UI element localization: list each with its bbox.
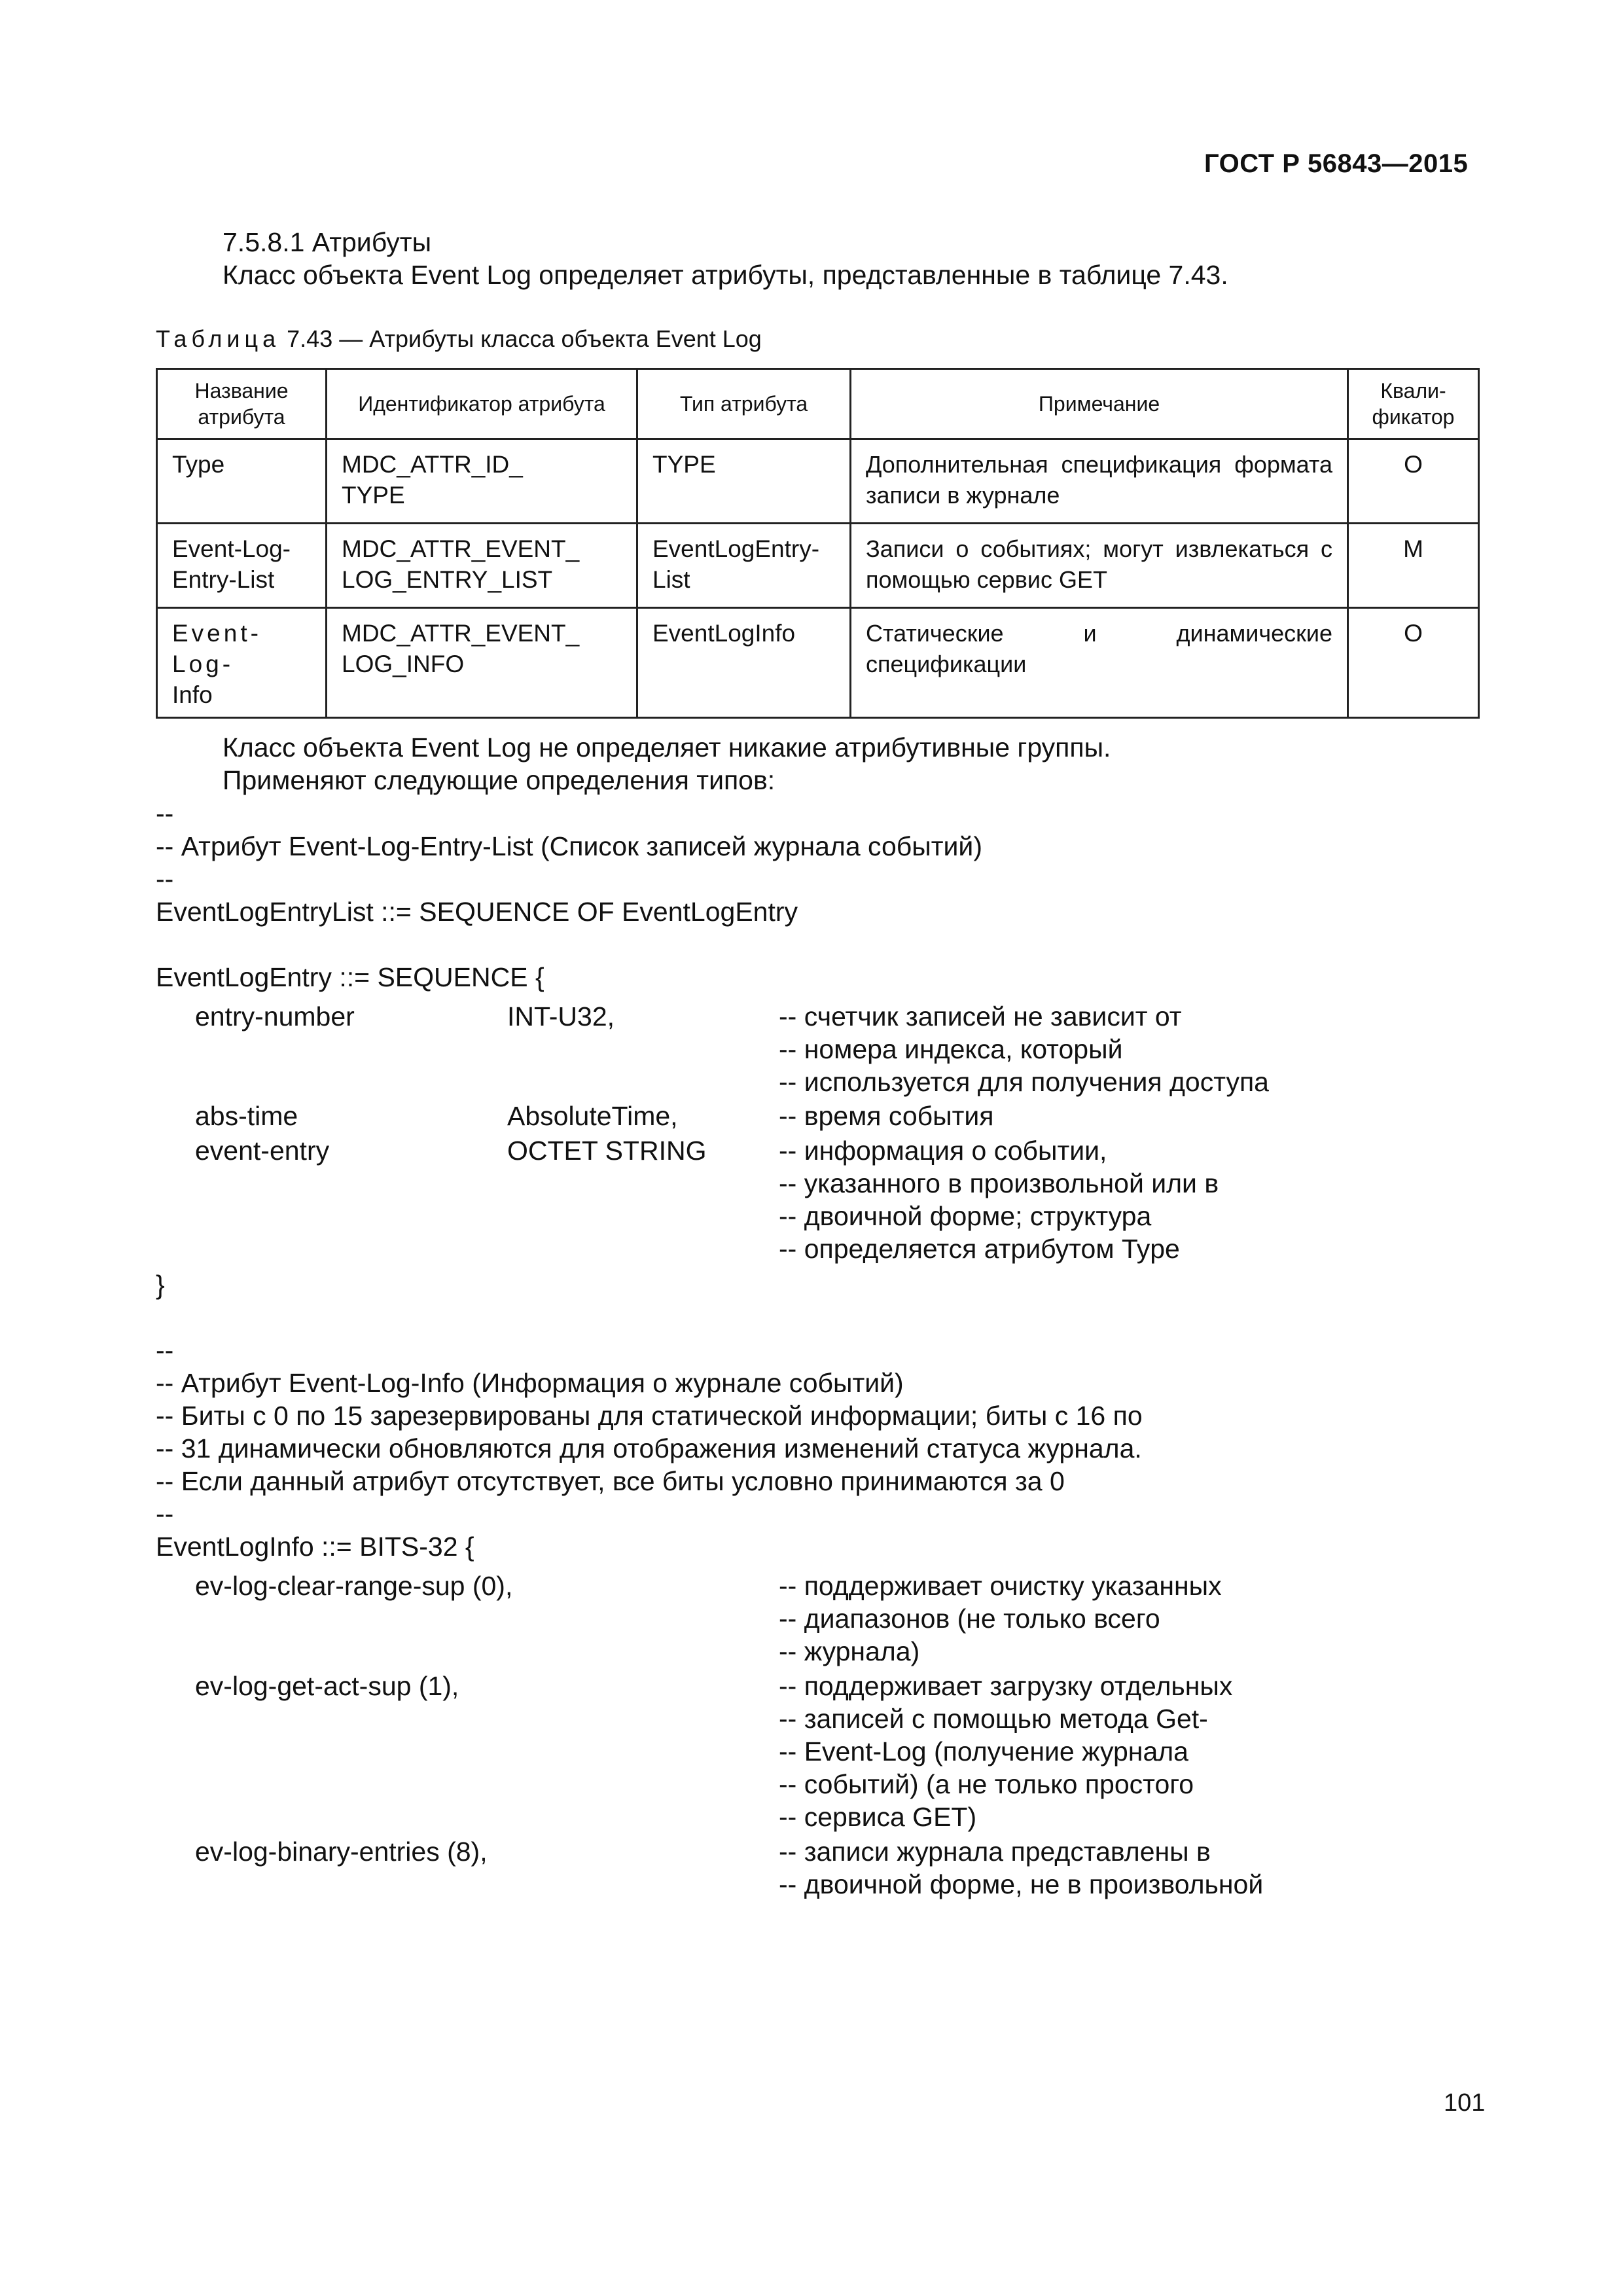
code-comment-dash: -- (156, 864, 174, 894)
cell-attribute-name: Type (157, 439, 327, 524)
code-comment: -- Если данный атрибут отсутствует, все биты условно принимаются за 0 (156, 1466, 1065, 1496)
cell-attribute-id: MDC_ATTR_EVENT_ LOG_INFO (327, 608, 637, 718)
cell-note: Статические и динамические спецификации (851, 608, 1348, 718)
field-type: OCTET STRING (507, 1136, 707, 1166)
code-comment: -- Биты с 0 по 15 зарезервированы для статической информации; биты с 16 по (156, 1401, 1143, 1431)
cell-attribute-name: Event-Log- Entry-List (157, 524, 327, 608)
cell-attribute-type: TYPE (637, 439, 851, 524)
field-comment: -- информация о событии, (779, 1136, 1107, 1166)
cell-note: Дополнительная спецификация формата записи в журнале (851, 439, 1348, 524)
code-comment: -- 31 динамически обновляются для отображения изменений статуса журнала. (156, 1433, 1142, 1463)
bit-name: ev-log-clear-range-sup (0), (195, 1571, 513, 1601)
field-name: event-entry (195, 1136, 330, 1166)
bit-name: ev-log-binary-entries (8), (195, 1837, 488, 1867)
field-name: abs-time (195, 1101, 298, 1131)
section-heading: 7.5.8.1 Атрибуты (223, 227, 432, 257)
field-comment: -- время события (779, 1101, 994, 1131)
field-comment: -- счетчик записей не зависит от (779, 1001, 1182, 1031)
field-comment: -- используется для получения доступа (779, 1067, 1269, 1097)
cell-attribute-name: Event-Log- Info (157, 608, 327, 718)
bit-comment: -- диапазонов (не только всего (779, 1604, 1160, 1634)
code-comment-entry-list: -- Атрибут Event-Log-Entry-List (Список записей журнала событий) (156, 831, 982, 861)
bit-comment: -- событий) (а не только простого (779, 1769, 1194, 1799)
cell-attribute-type: EventLogInfo (637, 608, 851, 718)
bit-comment: -- Event-Log (получение журнала (779, 1736, 1188, 1767)
field-type: AbsoluteTime, (507, 1101, 678, 1131)
header-attribute-type: Тип атрибута (637, 369, 851, 439)
table-caption-label: Таблица (156, 325, 281, 352)
code-comment-dash: -- (156, 1335, 174, 1365)
table-caption-text: 7.43 — Атрибуты класса объекта Event Log (280, 325, 762, 352)
cell-qualifier: O (1348, 608, 1479, 718)
header-attribute-id: Идентификатор атрибута (327, 369, 637, 439)
code-entry-list-def: EventLogEntryList ::= SEQUENCE OF EventLogEntry (156, 897, 798, 927)
field-comment: -- двоичной форме; структура (779, 1201, 1152, 1231)
cell-attribute-type: EventLogEntry- List (637, 524, 851, 608)
field-comment: -- номера индекса, который (779, 1034, 1123, 1064)
attributes-table (156, 368, 1480, 719)
page-number: 101 (1444, 2089, 1486, 2117)
standard-number: ГОСТ Р 56843—2015 (1204, 149, 1469, 178)
field-name: entry-number (195, 1001, 355, 1031)
bit-comment: -- записи журнала представлены в (779, 1837, 1211, 1867)
no-groups-paragraph: Класс объекта Event Log не определяет никакие атрибутивные группы. (223, 732, 1111, 762)
bit-comment: -- поддерживает загрузку отдельных (779, 1671, 1233, 1701)
table-row (157, 608, 1479, 718)
cell-qualifier: O (1348, 439, 1479, 524)
table-row (157, 524, 1479, 608)
cell-note: Записи о событиях; могут извлекаться с помощью сервис GET (851, 524, 1348, 608)
field-comment: -- указанного в произвольной или в (779, 1168, 1219, 1198)
table-caption (156, 325, 762, 353)
intro-paragraph: Класс объекта Event Log определяет атрибуты, представленные в таблице 7.43. (223, 260, 1228, 290)
header-note: Примечание (851, 369, 1348, 439)
field-comment: -- определяется атрибутом Type (779, 1234, 1180, 1264)
code-comment-dash: -- (156, 1499, 174, 1529)
header-qualifier: Квали- фикатор (1348, 369, 1479, 439)
code-close-brace: } (156, 1270, 165, 1300)
field-type: INT-U32, (507, 1001, 615, 1031)
code-comment-dash: -- (156, 798, 174, 829)
code-entry-def: EventLogEntry ::= SEQUENCE { (156, 962, 544, 992)
code-comment: -- Атрибут Event-Log-Info (Информация о журнале событий) (156, 1368, 904, 1398)
header-attribute-name: Название атрибута (157, 369, 327, 439)
type-defs-paragraph: Применяют следующие определения типов: (223, 765, 776, 795)
bit-name: ev-log-get-act-sup (1), (195, 1671, 459, 1701)
cell-attribute-id: MDC_ATTR_ID_ TYPE (327, 439, 637, 524)
bit-comment: -- записей с помощью метода Get- (779, 1704, 1208, 1734)
cell-qualifier: M (1348, 524, 1479, 608)
cell-attribute-id: MDC_ATTR_EVENT_ LOG_ENTRY_LIST (327, 524, 637, 608)
bit-comment: -- сервиса GET) (779, 1802, 977, 1832)
code-info-def: EventLogInfo ::= BITS-32 { (156, 1532, 474, 1562)
table-row (157, 439, 1479, 524)
bit-comment: -- двоичной форме, не в произвольной (779, 1869, 1264, 1899)
bit-comment: -- поддерживает очистку указанных (779, 1571, 1222, 1601)
table-header-row (157, 369, 1479, 439)
bit-comment: -- журнала) (779, 1636, 920, 1666)
